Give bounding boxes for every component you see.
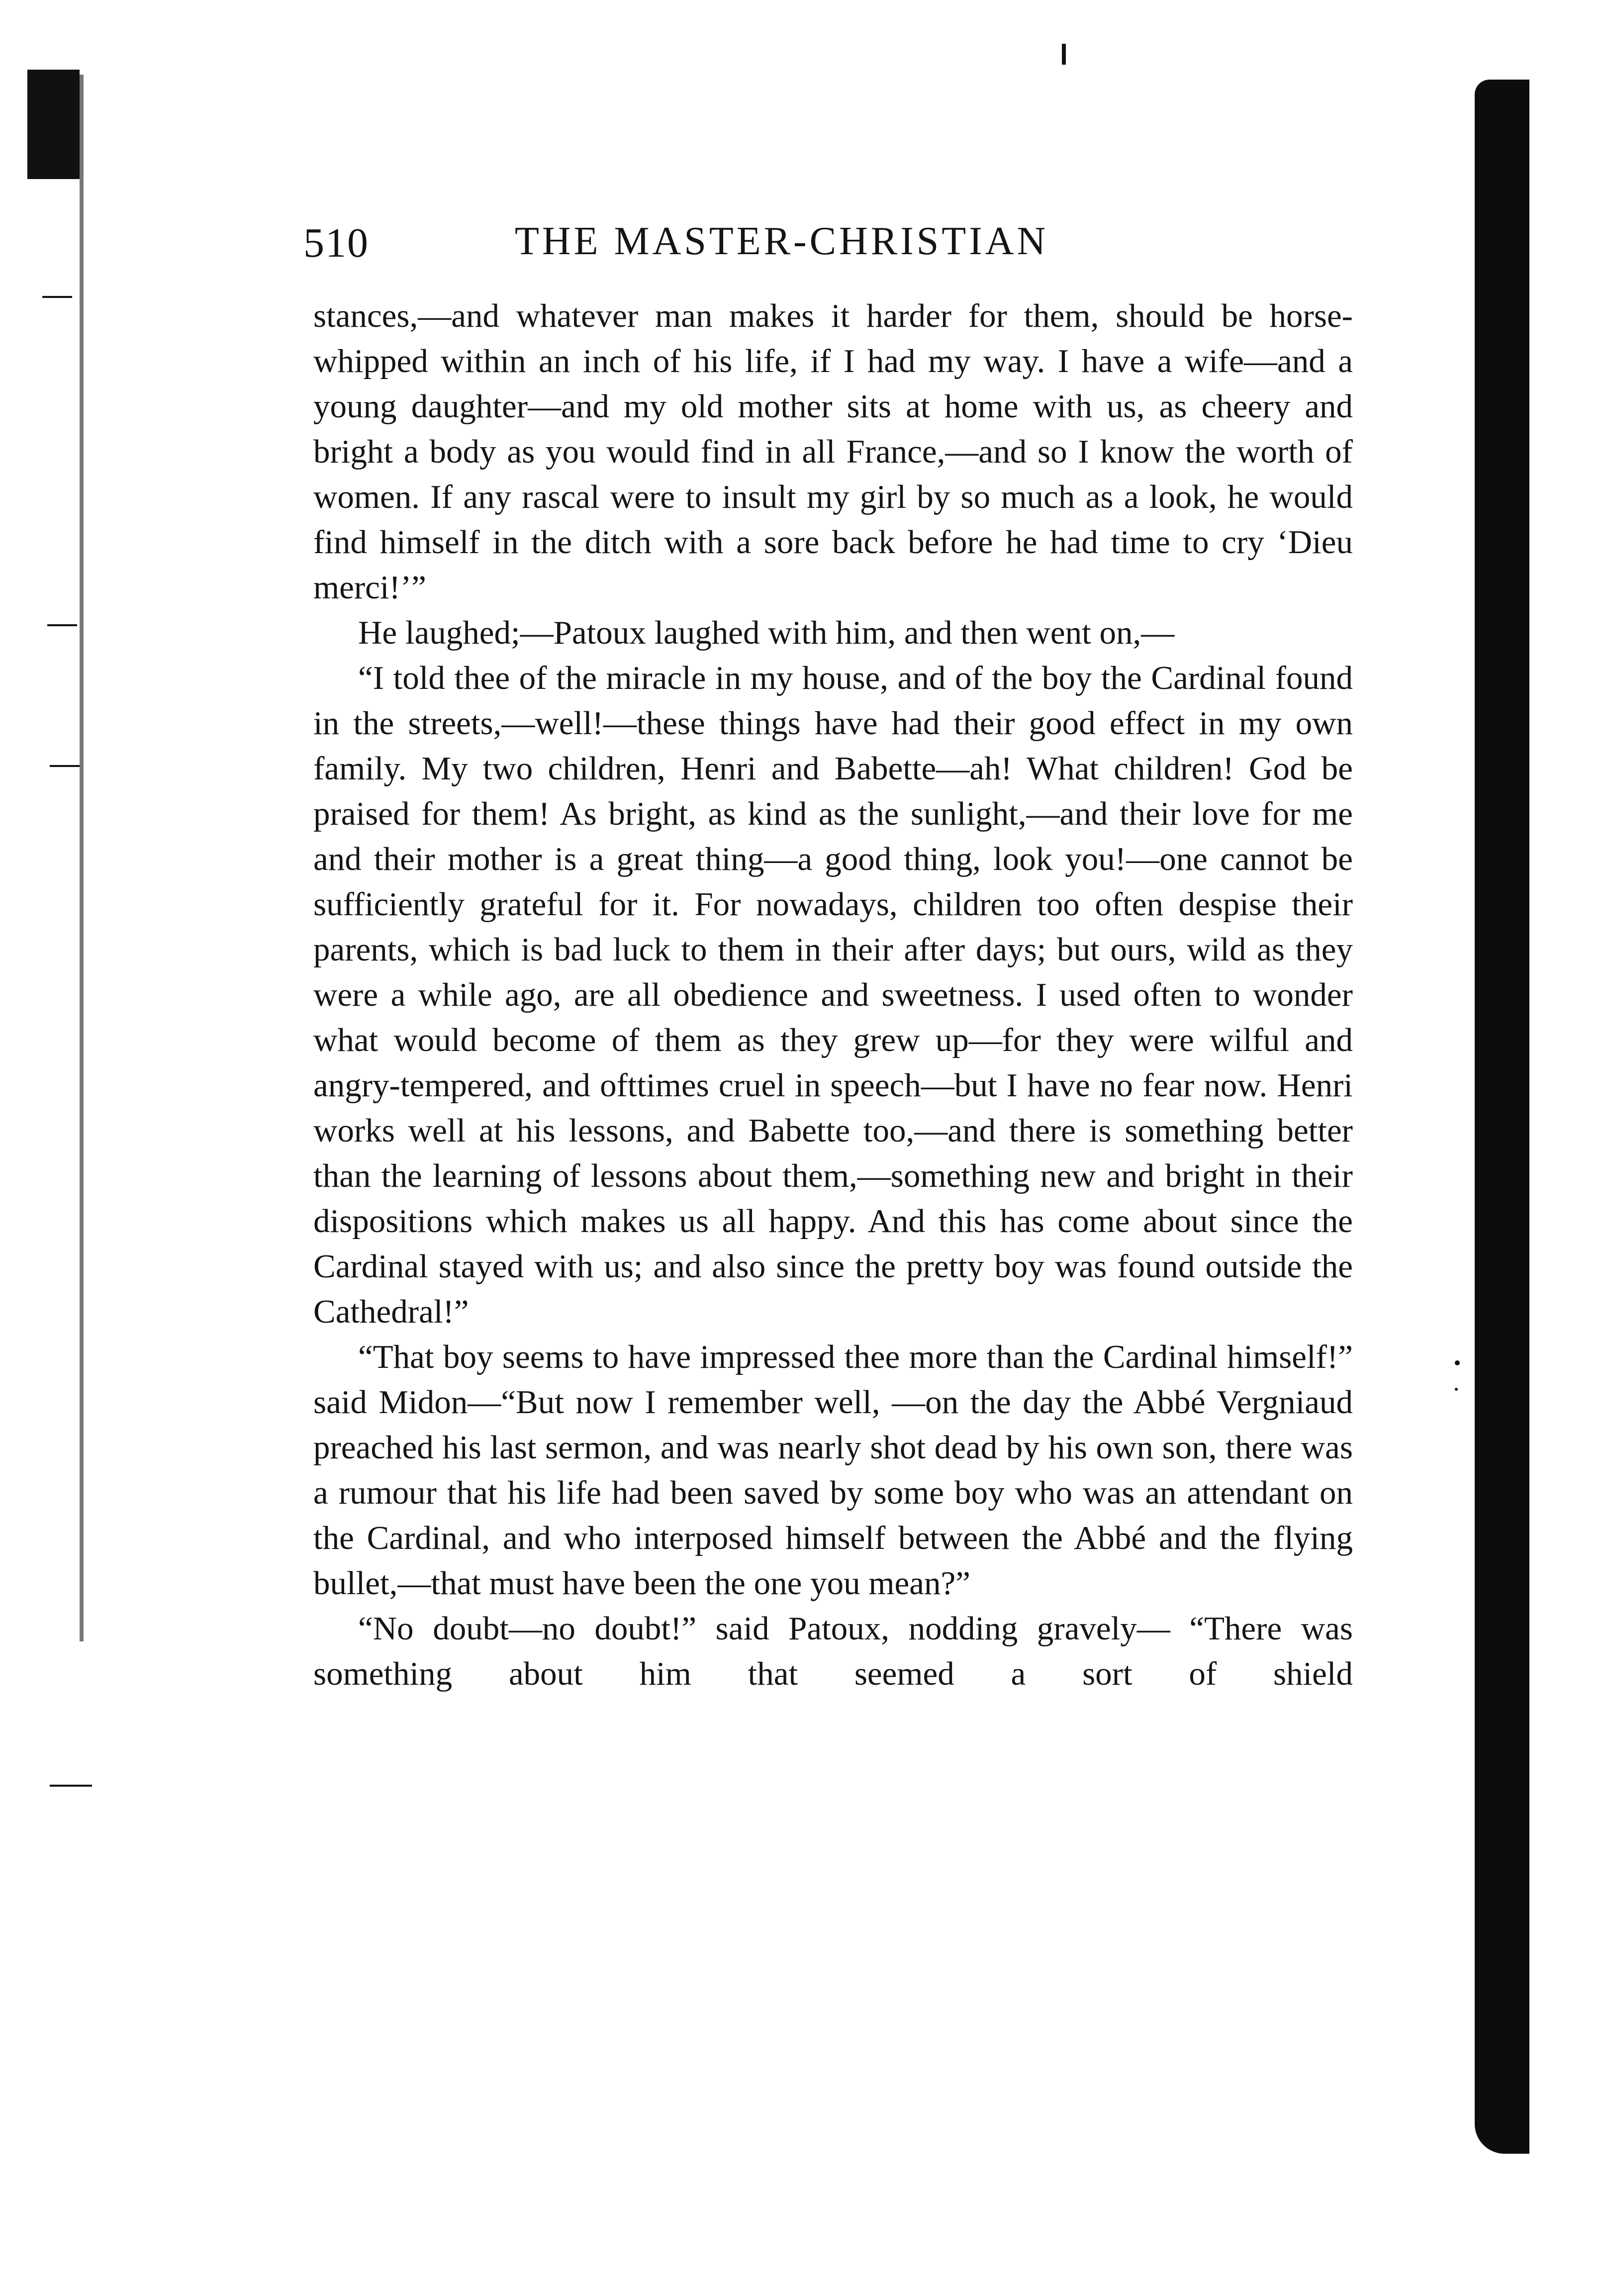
paragraph-5: “No doubt—no doubt!” said Patoux, nodding gravely— “There was something about him that seemed a sort of shield xyxy=(313,1610,1353,1692)
body-text xyxy=(313,293,1353,1697)
scan-top-mark xyxy=(1062,44,1066,65)
scan-margin-tick-5 xyxy=(1455,1360,1460,1365)
scan-margin-tick-3 xyxy=(50,765,80,767)
scan-binding-edge-thin xyxy=(80,75,84,1641)
paragraph-4: “That boy seems to have impressed thee more than the Cardinal himself!” said Midon—“But now I remember well, —on the day the Abbé Vergniaud preached his last sermon, and was nearly shot dead by his own son, there was a rumour that his life had been saved by some boy who was an attendant on the Cardinal, and who interposed himself between the Abbé and the flying bullet,—that must have been the one you mean?” xyxy=(313,1339,1353,1602)
book-page xyxy=(303,219,1353,1697)
scan-binding-edge xyxy=(27,70,80,179)
paragraph-3: “I told thee of the miracle in my house, and of the boy the Cardinal found in the streets,—well!—these things have had their good effect in my own family. My two children, Henri and Babette—ah! What children! God be praised for them! As bright, as kind as the sunlight,—and their love for me and their mother is a great thing—a good thing, look you!—one cannot be sufficiently grateful for it. For nowadays, children too often despise their parents, which is bad luck to them in their after days; but ours, wild as they were a while ago, are all obedience and sweetness. I used often to wonder what would become of them as they grew up—for they were wilful and angry-tempered, and ofttimes cruel in speech—but I have no fear now. Henri works well at his lessons, and Babette too,—and there is something better than the learning of lessons about them,—something new and bright in their dispositions which makes us all happy. And this has come about since the Cardinal stayed with us; and also since the pretty boy was found outside the Cathedral!” xyxy=(313,660,1353,1330)
scan-margin-tick-2 xyxy=(47,624,77,626)
running-head xyxy=(303,219,1353,274)
page-number: 510 xyxy=(303,220,369,266)
scan-margin-tick-4 xyxy=(50,1785,92,1787)
scan-margin-tick-6 xyxy=(1455,1388,1458,1391)
paragraph-1: stances,—and whatever man makes it harder for them, should be horse-whipped within an inch of his life, if I had my way. I have a wife—and a young daughter—and my old mother sits at home with us, as cheery and bright a body as you would find in all France,—and so I know the worth of women. If any rascal were to insult my girl by so much as a look, he would find himself in the ditch with a sore back before he had time to cry ‘Dieu merci!’” xyxy=(313,297,1353,606)
book-title: THE MASTER-CHRISTIAN xyxy=(515,219,1049,263)
paragraph-2: He laughed;—Patoux laughed with him, and then went on,— xyxy=(358,614,1175,651)
scan-margin-tick-1 xyxy=(42,296,72,298)
scan-right-shadow xyxy=(1475,80,1529,2154)
